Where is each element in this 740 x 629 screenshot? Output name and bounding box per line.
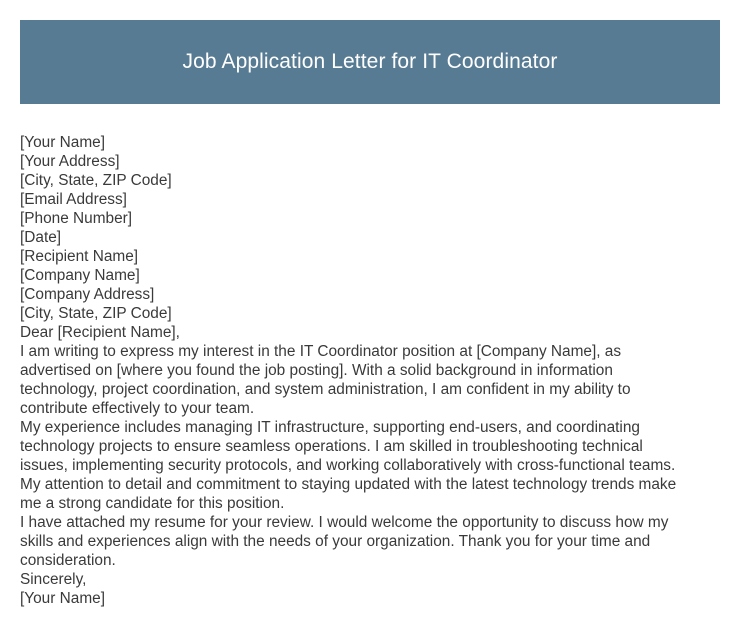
sender-address: [Your Address] <box>20 153 120 170</box>
paragraph-line: issues, implementing security protocols, and working collaboratively with cross-functional teams. <box>20 457 676 474</box>
letter-body <box>20 133 720 608</box>
recipient-name: [Recipient Name] <box>20 248 139 265</box>
recipient-company: [Company Name] <box>20 267 140 284</box>
sender-email: [Email Address] <box>20 191 127 208</box>
paragraph-line: technology, project coordination, and system administration, I am confident in my ability to <box>20 381 631 398</box>
recipient-city-state-zip: [City, State, ZIP Code] <box>20 305 172 322</box>
recipient-block <box>20 247 720 323</box>
signature: [Your Name] <box>20 590 105 607</box>
paragraph-line: contribute effectively to your team. <box>20 400 255 417</box>
sender-phone: [Phone Number] <box>20 210 133 227</box>
letter-date: [Date] <box>20 229 62 246</box>
letter-header-banner <box>20 20 720 104</box>
recipient-company-address: [Company Address] <box>20 286 155 303</box>
paragraph-line: skills and experiences align with the needs of your organization. Thank you for your time and <box>20 533 651 550</box>
sender-block <box>20 133 720 247</box>
paragraph-intro <box>20 342 720 418</box>
closing: Sincerely, <box>20 571 87 588</box>
page-title: Job Application Letter for IT Coordinator <box>182 50 558 73</box>
paragraph-line: advertised on [where you found the job posting]. With a solid background in information <box>20 362 613 379</box>
paragraph-line: My experience includes managing IT infrastructure, supporting end-users, and coordinating <box>20 419 640 436</box>
paragraph-line: consideration. <box>20 552 116 569</box>
paragraph-line: My attention to detail and commitment to staying updated with the latest technology trends make <box>20 476 677 493</box>
paragraph-closing <box>20 513 720 570</box>
paragraph-experience <box>20 418 720 513</box>
paragraph-line: me a strong candidate for this position. <box>20 495 285 512</box>
paragraph-line: technology projects to ensure seamless operations. I am skilled in troubleshooting technical <box>20 438 643 455</box>
paragraph-line: I am writing to express my interest in the IT Coordinator position at [Company Name], as <box>20 343 622 360</box>
paragraph-line: I have attached my resume for your review. I would welcome the opportunity to discuss how my <box>20 514 669 531</box>
salutation: Dear [Recipient Name], <box>20 324 180 341</box>
sender-city-state-zip: [City, State, ZIP Code] <box>20 172 172 189</box>
sender-name: [Your Name] <box>20 134 105 151</box>
